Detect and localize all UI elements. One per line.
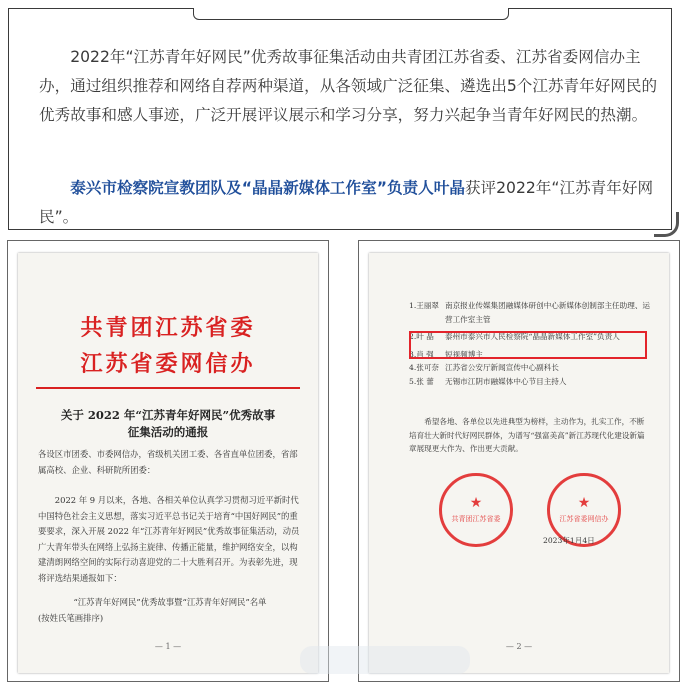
page-number-1: — 1 — (154, 642, 182, 651)
list-item: 1.王丽翠 南京报业传媒集团融媒体研创中心新媒体创制部主任助理、运营工作室主管 (409, 301, 651, 324)
list-item: 5.张 蕾 无锡市江阴市融媒体中心节目主持人 (409, 376, 567, 386)
official-seal-2: ★ 江苏省委网信办 (547, 473, 621, 547)
watermark (300, 646, 470, 674)
intro-paragraph-2 (39, 174, 659, 232)
page-2-sheet (369, 253, 669, 673)
red-divider (36, 387, 300, 389)
notice-body: 2022 年 9 月以来，各地、各相关单位认真学习贯彻习近平新时代中国特色社会主义思想，落实习近平总书记关于培育“中国好网民”的重要要求，深入开展 2022 年“江苏青年好网民”优秀故事征集活动，动员广大青年带头在网络上弘扬主旋律、传播正能量，维护网络安全，以构建清朗网络空间的实际行动喜迎党的二十大胜利召开。为表彰先进，现将评选结果通报如下： (38, 495, 300, 583)
notice-title-line1: 关于 2022 年“江苏青年好网民”优秀故事 (60, 408, 276, 422)
star-icon: ★ (469, 495, 483, 511)
issue-date: 2023年1月4日 (543, 536, 595, 545)
intro-paragraph-1: 2022年“江苏青年好网民”优秀故事征集活动由共青团江苏省委、江苏省委网信办主办，通过组织推荐和网络自荐两种渠道，从各领域广泛征集、遴选出5个江苏青年好网民的优秀故事和感人事迹，广泛开展评议展示和学习分享，努力兴起争当青年好网民的热潮。 (39, 48, 658, 124)
box-corner-decoration (654, 212, 679, 237)
list-heading: “江苏青年好网民”优秀故事暨“江苏青年好网民”名单 (73, 597, 267, 607)
notice-title (32, 407, 304, 441)
page-number-2: — 2 — (505, 642, 533, 651)
document-page-2 (358, 240, 680, 682)
issuer-title-2: 江苏省委网信办 (80, 351, 256, 377)
list-note: (按姓氏笔画排序) (38, 613, 104, 623)
closing-paragraph: 希望各地、各单位以先进典型为榜样，主动作为，扎实工作，不断培育壮大新时代好网民群体，为谱写“强富美高”新江苏现代化建设新篇章展现更大作为、作出更大贡献。 (409, 417, 645, 453)
issuer-title-1: 共青团江苏省委 (80, 315, 256, 341)
emblem-icon: ★ (577, 495, 591, 511)
intro-box (8, 8, 672, 230)
list-item: 2.叶 晶 泰州市泰兴市人民检察院“晶晶新媒体工作室”负责人 (409, 332, 620, 341)
notice-title-line2: 征集活动的通报 (127, 425, 209, 439)
award-winner-highlight: 泰兴市检察院宣教团队及“晶晶新媒体工作室”负责人叶晶 (70, 179, 465, 197)
list-item: 4.张可奈 江苏省公安厅新闻宣传中心副科长 (409, 363, 559, 372)
document-page-1 (7, 240, 329, 682)
list-item: 3.肖 强 短视频博主 (409, 349, 483, 359)
page-1-sheet (18, 253, 318, 673)
official-seal-1: ★ 共青团江苏省委 (439, 473, 513, 547)
award-text: 获评2022年“江苏青年好网民”。 (39, 179, 654, 226)
intro-box-tab (193, 8, 509, 20)
highlight-box (409, 331, 647, 359)
recipients: 各设区市团委、市委网信办，省级机关团工委、各省直单位团委，省部属高校、企业、科研院所团委： (38, 449, 298, 475)
